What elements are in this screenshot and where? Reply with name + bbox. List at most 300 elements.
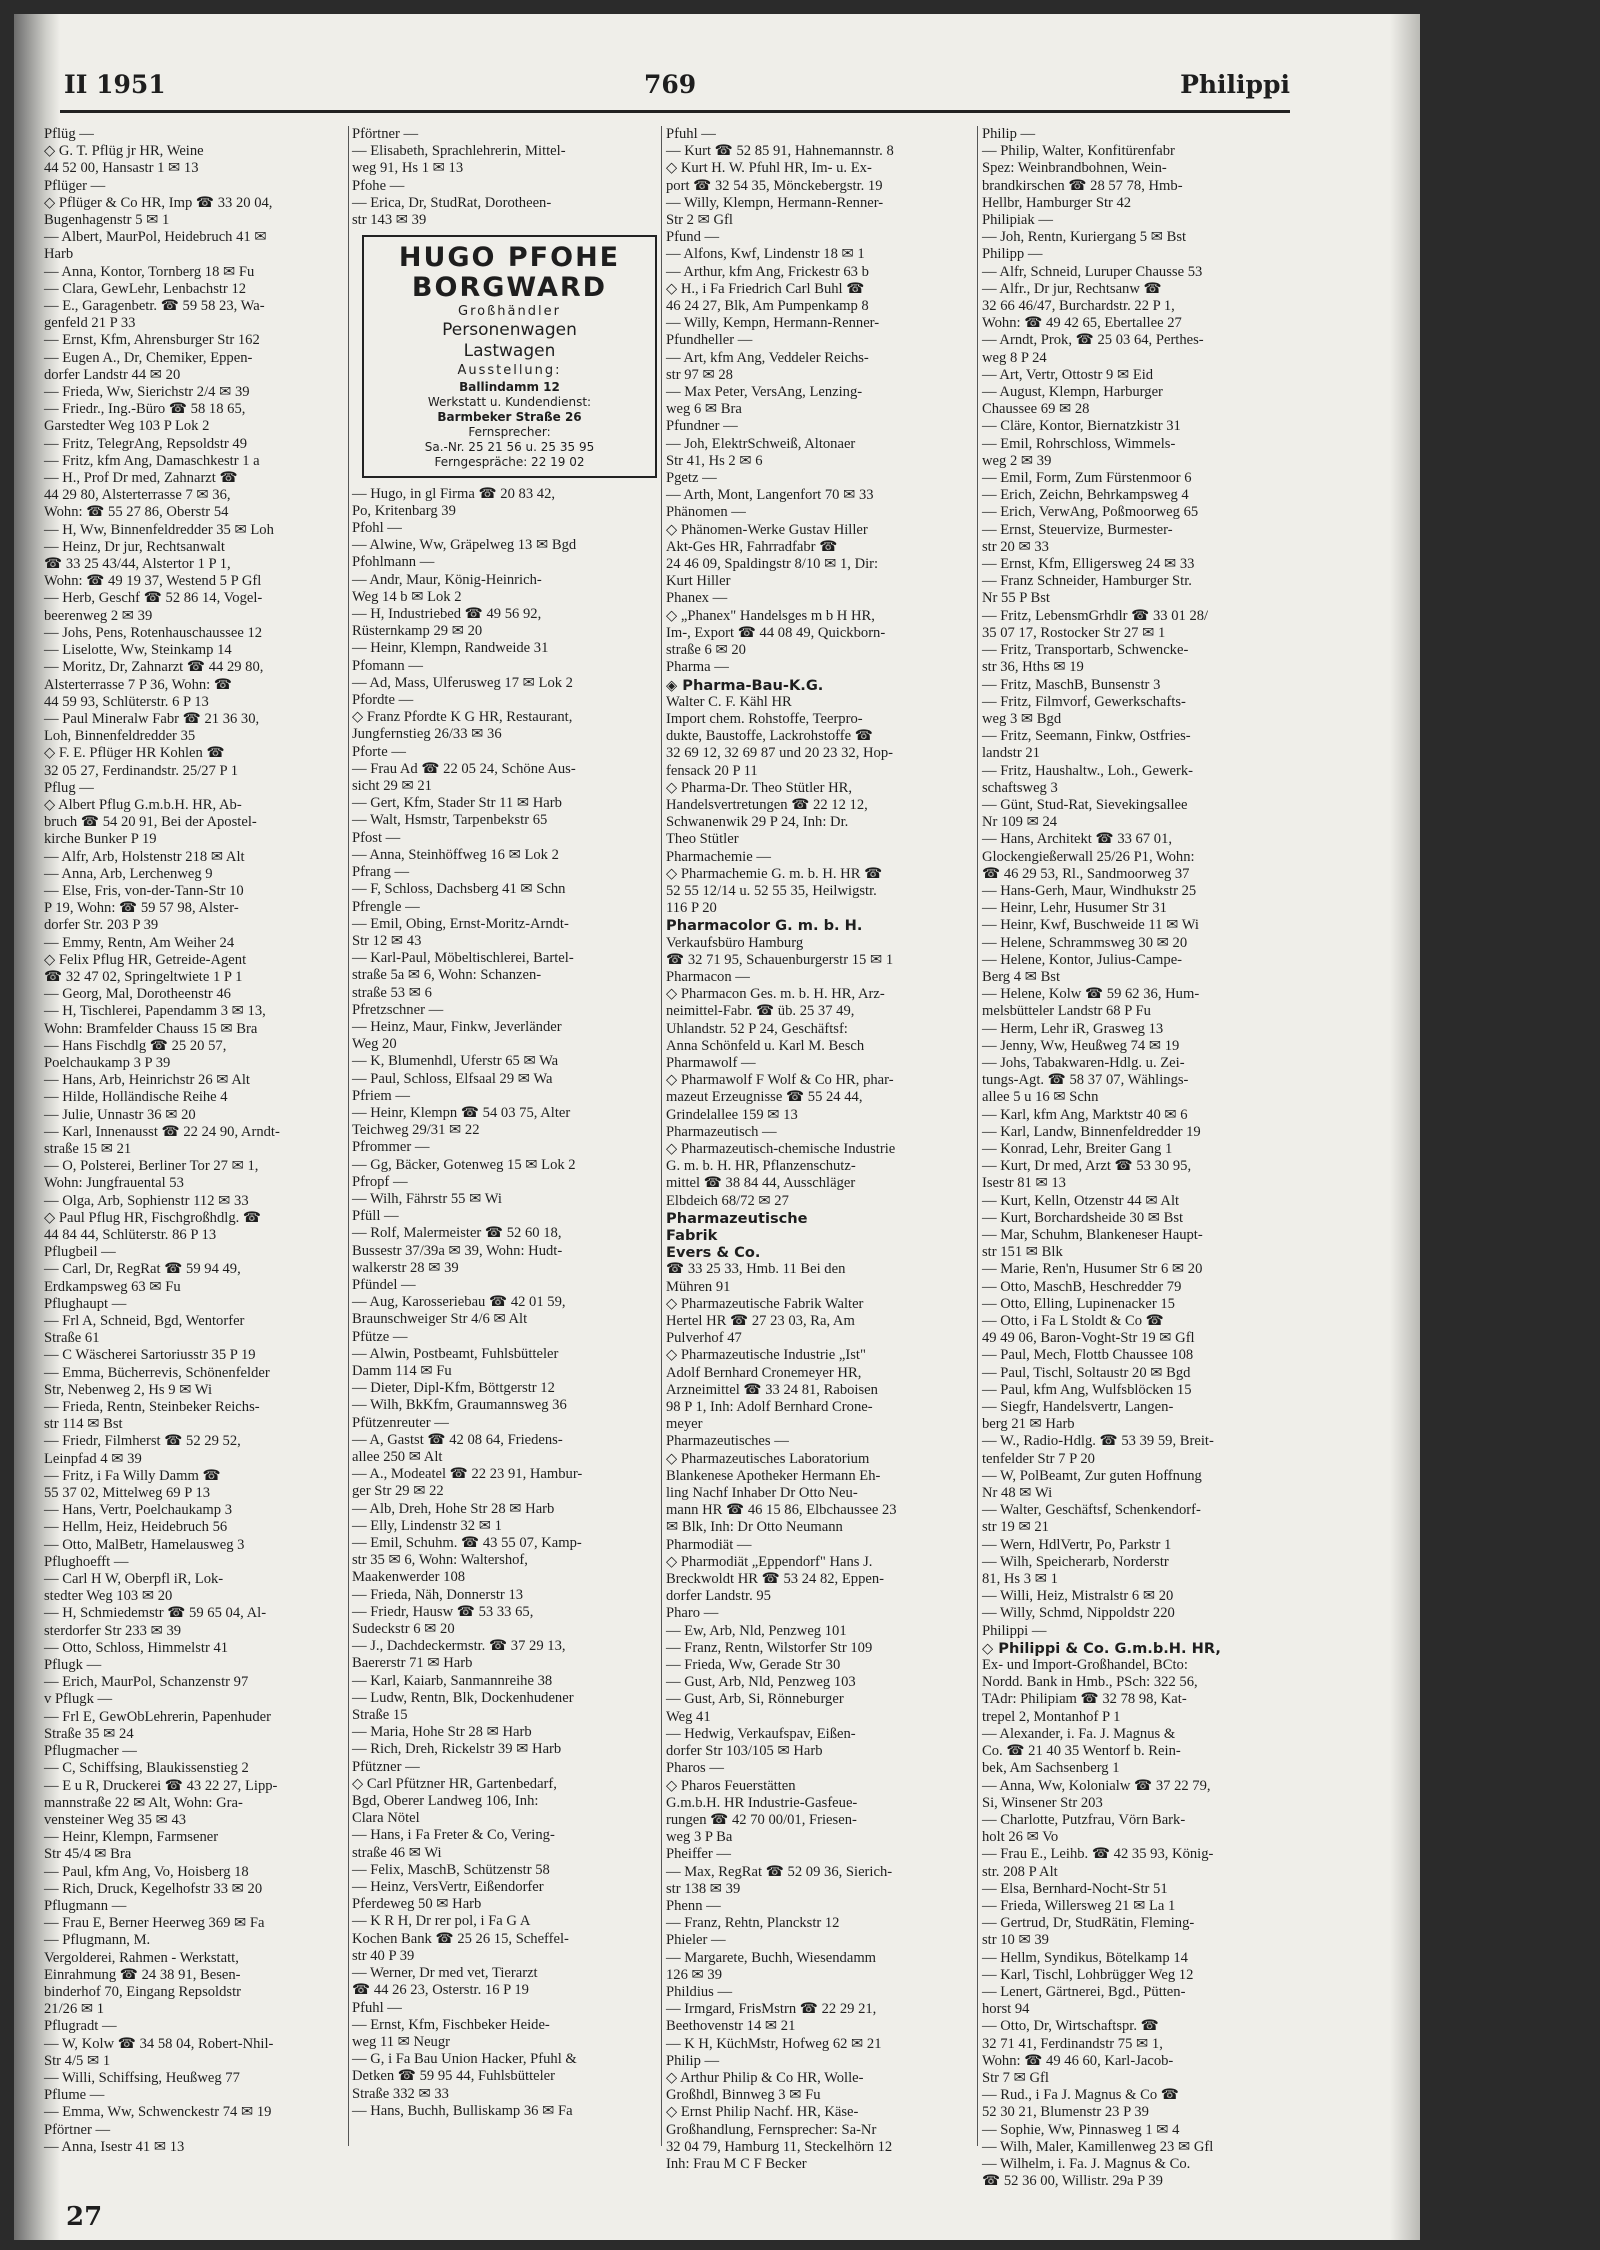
directory-entry-line: — Franz, Rehtn, Planckstr 12: [666, 1915, 840, 1932]
directory-entry-line: — Willy, Schmd, Nippoldstr 220: [982, 1605, 1175, 1622]
directory-entry-line: — Wilh, BkKfm, Graumannsweg 36: [352, 1397, 567, 1414]
directory-entry-line: — Gert, Kfm, Stader Str 11 ✉ Harb: [352, 795, 562, 812]
directory-entry-line: Pfund —: [666, 229, 720, 246]
directory-entry-line: — Wilhelm, i. Fa. J. Magnus & Co.: [982, 2155, 1191, 2172]
directory-entry-line: — Kurt ☎ 52 85 91, Hahnemannstr. 8: [666, 143, 894, 160]
directory-entry-line: — Alexander, i. Fa. J. Magnus &: [982, 1725, 1176, 1742]
directory-entry-line: — Andr, Maur, König-Heinrich-: [352, 571, 542, 588]
directory-entry-line: — Erich, Zeichn, Behrkampsweg 4: [982, 487, 1189, 504]
directory-entry-line: — Karl, Kaiarb, Sanmannreihe 38: [352, 1672, 553, 1689]
directory-entry-line: — Philip, Walter, Konfitürenfabr: [982, 143, 1175, 160]
directory-entry-line: — F, Schloss, Dachsberg 41 ✉ Schn: [352, 881, 566, 898]
directory-entry-line: — Alfr, Schneid, Luruper Chausse 53: [982, 263, 1203, 280]
directory-entry-line: Pförtner —: [352, 126, 419, 142]
directory-entry-line: — Paul, Mech, Flottb Chaussee 108: [982, 1347, 1194, 1364]
directory-entry-line: — Max, RegRat ☎ 52 09 36, Sierich-: [666, 1863, 893, 1880]
directory-entry-line: — Otto, i Fa L Stoldt & Co ☎: [982, 1313, 1164, 1330]
directory-entry-line: — Gust, Arb, Si, Rönneburger: [666, 1691, 844, 1708]
directory-entry-line: 32 04 79, Hamburg 11, Steckelhörn 12: [666, 2138, 893, 2155]
directory-entry-line: straße 15 ✉ 21: [44, 1140, 132, 1157]
directory-entry-line: mann HR ☎ 46 15 86, Elbchaussee 23: [666, 1502, 897, 1519]
directory-entry-line: — Alfr., Dr jur, Rechtsanw ☎: [982, 280, 1162, 297]
directory-entry-line: 44 29 80, Alsterterrasse 7 ✉ 36,: [44, 487, 231, 504]
directory-entry-line: 52 55 12/14 u. 52 55 35, Heilwigstr.: [666, 882, 877, 899]
directory-entry-line: straße 53 ✉ 6: [352, 984, 432, 1001]
directory-entry-line: weg 8 P 24: [982, 349, 1047, 366]
directory-entry-line: ◇ Pharmawolf F Wolf & Co HR, phar-: [666, 1072, 894, 1089]
directory-entry-line: Pharmazeutische: [666, 1209, 808, 1227]
directory-entry-line: sterdorfer Str 233 ✉ 39: [44, 1622, 182, 1639]
directory-entry-line: — Frieda, Ww, Gerade Str 30: [666, 1657, 841, 1674]
directory-entry-line: 55 37 02, Mittelweg 69 P 13: [44, 1485, 211, 1502]
running-header: [60, 66, 1290, 113]
directory-entry-line: trepel 2, Montanhof P 1: [982, 1708, 1121, 1725]
directory-entry-line: Poelchaukamp 3 P 39: [44, 1054, 171, 1071]
directory-entry-line: — Cläre, Kontor, Biernatzkistr 31: [982, 418, 1181, 435]
directory-entry-line: 21/26 ✉ 1: [44, 2001, 105, 2018]
directory-entry-line: — Felix, MaschB, Schützenstr 58: [352, 1861, 550, 1878]
directory-entry-line: dorfer Str 103/105 ✉ Harb: [666, 1743, 823, 1760]
directory-entry-line: Pflughaupt —: [44, 1295, 127, 1312]
page-edge-shadow: [1390, 14, 1420, 2240]
directory-entry-line: allee 5 u 16 ✉ Schn: [982, 1089, 1099, 1106]
directory-entry-line: — Pflugmann, M.: [44, 1932, 151, 1949]
directory-entry-line: — Kurt, Dr med, Arzt ☎ 53 30 95,: [982, 1158, 1192, 1175]
directory-entry-line: — Wilh, Maler, Kamillenweg 23 ✉ Gfl: [982, 2138, 1214, 2155]
directory-entry-line: Pfomann —: [352, 657, 423, 674]
directory-entry-line: str 151 ✉ Blk: [982, 1244, 1063, 1261]
ad-subtitle: Großhändler: [458, 304, 561, 320]
directory-entry-line: Pfretzschner —: [352, 1001, 444, 1018]
directory-entry-line: holt 26 ✉ Vo: [982, 1829, 1059, 1846]
directory-entry-line: Fabrik: [666, 1227, 718, 1244]
directory-entry-line: ◇ Pharmodiät „Eppendorf" Hans J.: [666, 1553, 873, 1570]
directory-entry-line: Pförtner —: [44, 2121, 111, 2138]
directory-entry-line: weg 6 ✉ Bra: [666, 401, 742, 418]
directory-entry-line: str 143 ✉ 39: [352, 212, 427, 229]
advertisement-box: [362, 235, 657, 477]
directory-entry-line: — Moritz, Dr, Zahnarzt ☎ 44 29 80,: [44, 659, 264, 676]
directory-entry-line: Pfohlmann —: [352, 554, 435, 571]
directory-entry-line: Chaussee 69 ✉ 28: [982, 401, 1090, 418]
directory-entry-line: str 40 P 39: [352, 1947, 415, 1964]
directory-entry-line: — Arndt, Prok, ☎ 25 03 64, Perthes-: [982, 332, 1204, 349]
directory-entry-line: Pharmazeutisch —: [666, 1123, 777, 1140]
directory-entry-line: — Otto, Schloss, Himmelstr 41: [44, 1639, 229, 1656]
directory-entry-line: G. m. b. H. HR, Pflanzenschutz-: [666, 1158, 856, 1175]
directory-entry-line: Schwanenwik 29 P 24, Inh: Dr.: [666, 814, 849, 831]
directory-entry-line: Teichweg 29/31 ✉ 22: [352, 1122, 480, 1139]
directory-entry-line: Pfuhl —: [352, 1999, 402, 2016]
directory-entry-line: — Johs, Pens, Rotenhauschaussee 12: [44, 624, 263, 641]
directory-entry-line: ◇ Pharmacon Ges. m. b. H. HR, Arz-: [666, 986, 885, 1003]
directory-entry-line: Pharmodiät —: [666, 1536, 752, 1553]
directory-entry-line: — Karl, Innenausst ☎ 22 24 90, Arndt-: [44, 1123, 280, 1140]
directory-entry-line: Großhandlung, Fernsprecher: Sa-Nr: [666, 2121, 877, 2138]
directory-entry-line: — Friedr., Ing.-Büro ☎ 58 18 65,: [44, 401, 246, 418]
directory-entry-line: — Fritz, Haushaltw., Loh., Gewerk-: [982, 762, 1194, 779]
ad-product-2: Lastwagen: [463, 341, 556, 362]
directory-entry-line: Maakenwerder 108: [352, 1569, 466, 1586]
directory-entry-line: str 19 ✉ 21: [982, 1519, 1049, 1536]
directory-entry-line: — Karl, Landw, Binnenfeldredder 19: [982, 1123, 1201, 1140]
directory-entry-line: — Sophie, Ww, Pinnasweg 1 ✉ 4: [982, 2121, 1180, 2138]
directory-entry-line: Anna Schönfeld u. Karl M. Besch: [666, 1037, 865, 1054]
directory-entry-line: — Olga, Arb, Sophienstr 112 ✉ 33: [44, 1192, 249, 1209]
directory-entry-line: str 97 ✉ 28: [666, 366, 733, 383]
directory-entry-line: — Werner, Dr med vet, Tierarzt: [352, 1965, 538, 1982]
directory-entry-line: — Gg, Bäcker, Gotenweg 15 ✉ Lok 2: [352, 1156, 576, 1173]
directory-entry-line: Str, Nebenweg 2, Hs 9 ✉ Wi: [44, 1381, 213, 1398]
directory-entry-line: ◇ Pharmachemie G. m. b. H. HR ☎: [666, 865, 883, 882]
directory-entry-line: ◇ F. E. Pflüger HR Kohlen ☎: [44, 745, 225, 762]
directory-entry-line: Grindelallee 159 ✉ 13: [666, 1106, 798, 1123]
directory-entry-line: Pforte —: [352, 743, 406, 760]
directory-entry-line: Str 4/5 ✉ 1: [44, 2052, 111, 2069]
directory-entry-line: 35 07 17, Rostocker Str 27 ✉ 1: [982, 624, 1166, 641]
directory-entry-line: 49 49 06, Baron-Voght-Str 19 ✉ Gfl: [982, 1330, 1195, 1347]
directory-entry-line: Handelsvertretungen ☎ 22 12 12,: [666, 796, 868, 813]
column-divider: [661, 126, 662, 2146]
directory-entry-line: Wohn: ☎ 49 42 65, Ebertallee 27: [982, 315, 1182, 332]
directory-entry-line: — Herb, Geschf ☎ 52 86 14, Vogel-: [44, 590, 263, 607]
directory-entry-line: ☎ 33 25 33, Hmb. 11 Bei den: [666, 1261, 846, 1278]
directory-entry-line: Weg 20: [352, 1036, 397, 1053]
directory-entry-line: v Pflugk —: [44, 1691, 113, 1708]
directory-entry-line: Pharmacolor G. m. b. H.: [666, 917, 863, 935]
directory-entry-line: — H, Industriebed ☎ 49 56 92,: [352, 606, 542, 623]
directory-entry-line: Pharmachemie —: [666, 848, 771, 865]
directory-entry-line: stedter Weg 103 ✉ 20: [44, 1588, 173, 1605]
directory-entry-line: ◈ Pharma-Bau-K.G.: [666, 676, 824, 694]
directory-entry-line: Bugenhagenstr 5 ✉ 1: [44, 212, 170, 229]
column-4: [982, 126, 1278, 2190]
directory-entry-line: Theo Stütler: [666, 831, 739, 848]
directory-entry-line: — Paul, Tischl, Soltaustr 20 ✉ Bgd: [982, 1364, 1191, 1381]
directory-entry-line: — Walt, Hsmstr, Tarpenbekstr 65: [352, 812, 548, 829]
directory-entry-line: Pflume —: [44, 2087, 105, 2104]
directory-entry-line: — Otto, MalBetr, Hamelausweg 3: [44, 1536, 245, 1553]
directory-entry-line: — K, Blumenhdl, Uferstr 65 ✉ Wa: [352, 1053, 559, 1070]
directory-entry-line: 81, Hs 3 ✉ 1: [982, 1571, 1058, 1588]
directory-entry-line: — Marie, Ren'n, Husumer Str 6 ✉ 20: [982, 1261, 1203, 1278]
directory-entry-line: ◇ Pflüger & Co HR, Imp ☎ 33 20 04,: [44, 194, 273, 211]
directory-entry-line: schaftsweg 3: [982, 779, 1058, 796]
directory-entry-line: — W, Kolw ☎ 34 58 04, Robert-Nhil-: [44, 2035, 274, 2052]
directory-entry-line: Nr 55 P Bst: [982, 590, 1050, 607]
directory-entry-line: Pfriem —: [352, 1087, 410, 1104]
directory-entry-line: — Erich, MaurPol, Schanzenstr 97: [44, 1674, 249, 1691]
directory-entry-line: Wohn: ☎ 49 19 37, Westend 5 P Gfl: [44, 573, 262, 590]
directory-entry-line: genfeld 21 P 33: [44, 315, 136, 332]
directory-entry-line: — Arthur, kfm Ang, Frickestr 63 b: [666, 263, 869, 280]
page-number: 769: [644, 70, 697, 99]
directory-entry-line: ling Nachf Inhaber Dr Otto Neu-: [666, 1485, 858, 1502]
directory-entry-line: — Clara, GewLehr, Lenbachstr 12: [44, 280, 247, 297]
column-1: [44, 126, 344, 2156]
directory-entry-line: TAdr: Philipiam ☎ 32 78 98, Kat-: [982, 1691, 1187, 1708]
directory-entry-line: Arzneimittel ☎ 33 24 81, Raboisen: [666, 1381, 878, 1398]
directory-entry-line: — Ernst, Kfm, Fischbeker Heide-: [352, 2016, 550, 2033]
directory-entry-line: — Paul, kfm Ang, Wulfsblöcken 15: [982, 1381, 1192, 1398]
directory-entry-line: ◇ Phänomen-Werke Gustav Hiller: [666, 521, 868, 538]
directory-entry-line: dukte, Baustoffe, Lackrohstoffe ☎: [666, 728, 873, 745]
directory-entry-line: — Julie, Unnastr 36 ✉ 20: [44, 1106, 196, 1123]
directory-entry-line: Nordd. Bank in Hmb., PSch: 322 56,: [982, 1674, 1198, 1691]
directory-entry-line: dorfer Landstr. 95: [666, 1588, 771, 1605]
ad-product-1: Personenwagen: [442, 320, 577, 341]
directory-entry-line: ◇ Pharma-Dr. Theo Stütler HR,: [666, 779, 853, 796]
directory-entry-line: — Charlotte, Putzfrau, Vörn Bark-: [982, 1811, 1186, 1828]
directory-entry-line: neimittel-Fabr. ☎ üb. 25 37 49,: [666, 1003, 855, 1020]
directory-entry-line: — Emil, Form, Zum Fürstenmoor 6: [982, 470, 1192, 487]
directory-entry-line: — Frieda, Rentn, Steinbeker Reichs-: [44, 1399, 260, 1416]
directory-entry-line: ☎ 32 47 02, Springeltwiete 1 P 1: [44, 968, 243, 985]
directory-entry-line: — W, PolBeamt, Zur guten Hoffnung: [982, 1467, 1202, 1484]
directory-entry-line: Import chem. Rohstoffe, Teerpro-: [666, 710, 863, 727]
directory-entry-line: P 19, Wohn: ☎ 59 57 98, Alster-: [44, 900, 239, 917]
directory-entry-line: — Anna, Kontor, Tornberg 18 ✉ Fu: [44, 263, 255, 280]
directory-entry-line: — K R H, Dr rer pol, i Fa G A: [352, 1913, 531, 1930]
directory-entry-line: — Anna, Arb, Lerchenweg 9: [44, 865, 213, 882]
directory-entry-line: — Hedwig, Verkaufspav, Eißen-: [666, 1725, 856, 1742]
directory-entry-line: — Elisabeth, Sprachlehrerin, Mittel-: [352, 143, 566, 160]
directory-entry-line: — Heinr, Lehr, Husumer Str 31: [982, 900, 1167, 917]
ad-workshop-address: Barmbeker Straße 26: [437, 409, 582, 424]
directory-entry-line: landstr 21: [982, 745, 1040, 762]
directory-entry-line: Erdkampsweg 63 ✉ Fu: [44, 1278, 181, 1295]
directory-entry-line: — Paul, kfm Ang, Vo, Hoisberg 18: [44, 1863, 249, 1880]
directory-entry-line: Pheiffer —: [666, 1846, 731, 1863]
directory-entry-line: Inh: Frau M C F Becker: [666, 2155, 807, 2172]
directory-entry-line: weg 91, Hs 1 ✉ 13: [352, 160, 464, 177]
directory-entry-line: Sudeckstr 6 ✉ 20: [352, 1621, 455, 1638]
directory-entry-line: Pfohe —: [352, 177, 405, 194]
directory-entry-line: str 20 ✉ 33: [982, 538, 1049, 555]
directory-entry-line: — Willy, Klempn, Hermann-Renner-: [666, 194, 884, 211]
directory-entry-line: — Frau Ad ☎ 22 05 24, Schöne Aus-: [352, 760, 576, 777]
directory-entry-line: ◇ Ernst Philip Nachf. HR, Käse-: [666, 2104, 859, 2121]
directory-entry-line: Pharo —: [666, 1605, 719, 1622]
directory-entry-line: Co. ☎ 21 40 35 Wentorf b. Rein-: [982, 1743, 1181, 1760]
directory-entry-line: — Helene, Schrammsweg 30 ✉ 20: [982, 934, 1188, 951]
directory-entry-line: Nr 109 ✉ 24: [982, 814, 1058, 831]
directory-entry-line: — Ernst, Kfm, Elligersweg 24 ✉ 33: [982, 556, 1195, 573]
ad-name: HUGO PFOHE: [398, 242, 621, 274]
directory-entry-line: — Emil, Obing, Ernst-Moritz-Arndt-: [352, 915, 569, 932]
directory-entry-line: Str 41, Hs 2 ✉ 6: [666, 452, 763, 469]
directory-entry-line: Pharmacon —: [666, 968, 750, 985]
directory-entry-line: ◇ Pharos Feuerstätten: [666, 1777, 796, 1794]
directory-entry-line: — Anna, Ww, Kolonialw ☎ 37 22 79,: [982, 1777, 1211, 1794]
directory-entry-line: — Herm, Lehr iR, Grasweg 13: [982, 1020, 1164, 1037]
directory-entry-line: — Frl E, GewObLehrerin, Papenhuder: [44, 1708, 271, 1725]
directory-entry-line: — Alwin, Postbeamt, Fuhlsbütteler: [352, 1345, 559, 1362]
directory-entry-line: — Willy, Kempn, Hermann-Renner-: [666, 315, 880, 332]
directory-entry-line: Rüsternkamp 29 ✉ 20: [352, 623, 483, 640]
directory-entry-line: — C Wäscherei Sartoriusstr 35 P 19: [44, 1347, 256, 1364]
directory-entry-line: — Friedr, Hausw ☎ 53 33 65,: [352, 1603, 534, 1620]
directory-entry-line: — Emma, Bücherrevis, Schönenfelder: [44, 1364, 270, 1381]
directory-entry-line: tenfelder Str 7 P 20: [982, 1450, 1095, 1467]
directory-entry-line: Weg 14 b ✉ Lok 2: [352, 588, 462, 605]
directory-page: [14, 14, 1420, 2240]
ad-phone-numbers: Sa.-Nr. 25 21 56 u. 25 35 95: [424, 439, 595, 454]
directory-entry-line: — August, Klempn, Harburger: [982, 384, 1163, 401]
directory-entry-line: Jungfernstieg 26/33 ✉ 36: [352, 726, 502, 743]
directory-entry-line: — Kurt, Borchardsheide 30 ✉ Bst: [982, 1209, 1184, 1226]
ad-phone-label: Fernsprecher:: [468, 424, 551, 439]
directory-entry-line: ◇ Pharmazeutische Industrie „Ist": [666, 1347, 866, 1364]
directory-entry-line: — Else, Fris, von-der-Tann-Str 10: [44, 882, 244, 899]
directory-entry-line: Uhlandstr. 52 P 24, Geschäftsf:: [666, 1020, 848, 1037]
directory-entry-line: — C, Schiffsing, Blaukissenstieg 2: [44, 1760, 249, 1777]
directory-entry-line: 32 71 41, Ferdinandstr 75 ✉ 1,: [982, 2035, 1163, 2052]
directory-entry-line: — Max Peter, VersAng, Lenzing-: [666, 384, 863, 401]
directory-entry-line: Pflugk —: [44, 1657, 102, 1674]
directory-entry-line: — Mar, Schuhm, Blankeneser Haupt-: [982, 1227, 1203, 1243]
directory-entry-line: — Fritz, Seemann, Finkw, Ostfries-: [982, 728, 1191, 745]
directory-entry-line: Pfützner —: [352, 1758, 420, 1775]
column-divider: [977, 126, 978, 2146]
directory-entry-line: — Frieda, Willersweg 21 ✉ La 1: [982, 1897, 1176, 1914]
directory-entry-line: — Aug, Karosseriebau ☎ 42 01 59,: [352, 1294, 566, 1311]
ad-brand: BORGWARD: [411, 272, 608, 304]
column-2-top-entries: [352, 126, 657, 229]
directory-entry-line: — Rud., i Fa J. Magnus & Co ☎: [982, 2087, 1179, 2104]
directory-entry-line: weg 3 ✉ Bgd: [982, 710, 1062, 727]
directory-entry-line: Pharos —: [666, 1760, 724, 1777]
directory-entry-line: Loh, Binnenfeldredder 35: [44, 728, 196, 745]
directory-entry-line: Mühren 91: [666, 1278, 731, 1295]
directory-entry-line: — Eugen A., Dr, Chemiker, Eppen-: [44, 349, 253, 366]
directory-entry-line: 44 84 44, Schlüterstr. 86 P 13: [44, 1227, 217, 1243]
directory-entry-line: — A, Gastst ☎ 42 08 64, Friedens-: [352, 1431, 563, 1448]
directory-entry-line: Beethovenstr 14 ✉ 21: [666, 2018, 796, 2035]
directory-entry-line: — Ew, Arb, Nld, Penzweg 101: [666, 1622, 847, 1639]
directory-entry-line: 52 30 21, Blumenstr 23 P 39: [982, 2104, 1149, 2121]
directory-entry-line: — Hugo, in gl Firma ☎ 20 83 42,: [352, 485, 556, 502]
directory-entry-line: Phieler —: [666, 1932, 726, 1949]
directory-entry-line: ◇ H., i Fa Friedrich Carl Buhl ☎: [666, 280, 865, 297]
directory-entry-line: fensack 20 P 11: [666, 762, 758, 779]
directory-entry-line: — H, Ww, Binnenfeldredder 35 ✉ Loh: [44, 521, 274, 538]
directory-entry-line: — Heinz, VersVertr, Eißendorfer: [352, 1879, 544, 1896]
directory-entry-line: — Fritz, MaschB, Bunsenstr 3: [982, 676, 1161, 693]
directory-entry-line: Berg 4 ✉ Bst: [982, 968, 1061, 985]
directory-entry-line: Philip —: [982, 126, 1036, 142]
directory-entry-line: — Hans, Buchh, Bulliskamp 36 ✉ Fa: [352, 2102, 573, 2119]
directory-entry-line: — Irmgard, FrisMstrn ☎ 22 29 21,: [666, 2001, 877, 2018]
directory-entry-line: — Heinr, Kwf, Buschweide 11 ✉ Wi: [982, 917, 1199, 934]
directory-entry-line: — Elsa, Bernhard-Nocht-Str 51: [982, 1880, 1168, 1897]
directory-entry-line: — Fritz, i Fa Willy Damm ☎: [44, 1467, 221, 1484]
directory-entry-line: — Joh, ElektrSchweiß, Altonaer: [666, 435, 856, 452]
directory-entry-line: dorfer Str. 203 P 39: [44, 917, 159, 934]
directory-entry-line: Philipp —: [982, 246, 1043, 263]
directory-entry-line: Pflüg —: [44, 126, 94, 142]
directory-entry-line: ◇ „Phanex" Handelsges m b H HR,: [666, 607, 875, 624]
directory-entry-line: Pflugradt —: [44, 2018, 117, 2035]
directory-entry-line: — Hans, Vertr, Poelchaukamp 3: [44, 1502, 233, 1519]
directory-entry-line: — Fritz, Filmvorf, Gewerkschafts-: [982, 693, 1186, 710]
running-head-word: Philippi: [1180, 70, 1290, 99]
directory-entry-line: Pfütze —: [352, 1328, 408, 1345]
directory-entry-line: — Emil, Schuhm. ☎ 43 55 07, Kamp-: [352, 1535, 582, 1552]
directory-entry-line: — Frieda, Näh, Donnerstr 13: [352, 1586, 524, 1603]
directory-entry-line: Pharma —: [666, 659, 729, 676]
directory-entry-line: 32 66 46/47, Burchardstr. 22 P 1,: [982, 298, 1175, 315]
directory-entry-line: Pfundheller —: [666, 332, 753, 349]
directory-entry-line: Glockengießerwall 25/26 P1, Wohn:: [982, 848, 1195, 865]
directory-entry-line: — Frau E, Berner Heerweg 369 ✉ Fa: [44, 1915, 265, 1932]
directory-entry-line: ◇ Carl Pfützner HR, Gartenbedarf,: [352, 1775, 557, 1792]
directory-entry-line: beerenweg 2 ✉ 39: [44, 607, 153, 624]
directory-entry-line: Pfündel —: [352, 1276, 416, 1293]
directory-entry-line: — Emmy, Rentn, Am Weiher 24: [44, 934, 235, 951]
directory-entry-line: — Helene, Kolw ☎ 59 62 36, Hum-: [982, 986, 1200, 1003]
directory-entry-line: — Franz Schneider, Hamburger Str.: [982, 573, 1192, 590]
directory-entry-line: Spez: Weinbrandbohnen, Wein-: [982, 160, 1167, 177]
directory-entry-line: — Paul, Schloss, Elfsaal 29 ✉ Wa: [352, 1070, 553, 1087]
directory-entry-line: allee 250 ✉ Alt: [352, 1449, 443, 1465]
directory-entry-line: Clara Nötel: [352, 1810, 420, 1827]
directory-entry-line: 46 24 27, Blk, Am Pumpenkamp 8: [666, 298, 869, 315]
directory-entry-line: ◇ Albert Pflug G.m.b.H. HR, Ab-: [44, 796, 242, 813]
directory-entry-line: — Albert, MaurPol, Heidebruch 41 ✉: [44, 229, 267, 246]
directory-entry-line: ☎ 46 29 53, Rl., Sandmoorweg 37: [982, 865, 1190, 882]
directory-entry-line: — Hans, i Fa Freter & Co, Vering-: [352, 1827, 555, 1844]
directory-entry-line: Phanex —: [666, 590, 728, 607]
ad-exhibition-address: Ballindamm 12: [459, 379, 560, 394]
directory-entry-line: ◇ Pharmazeutische Fabrik Walter: [666, 1295, 864, 1312]
directory-entry-line: ◇ Pharmazeutisches Laboratorium: [666, 1450, 870, 1467]
directory-entry-line: Wohn: Bramfelder Chauss 15 ✉ Bra: [44, 1020, 258, 1037]
ad-long-distance: Ferngespräche: 22 19 02: [434, 454, 585, 469]
directory-entry-line: — G, i Fa Bau Union Hacker, Pfuhl &: [352, 2051, 577, 2068]
directory-entry-line: binderhof 70, Eingang Repsoldstr: [44, 1983, 241, 2000]
directory-entry-line: — Fritz, LebensmGrhdlr ☎ 33 01 28/: [982, 607, 1209, 624]
directory-entry-line: port ☎ 32 54 35, Mönckebergstr. 19: [666, 177, 883, 194]
directory-entry-line: — Lenert, Gärtnerei, Bgd., Pütten-: [982, 1983, 1186, 2000]
directory-entry-line: — Art, kfm Ang, Veddeler Reichs-: [666, 349, 869, 366]
column-2: [352, 126, 657, 2156]
directory-entry-line: straße 6 ✉ 20: [666, 642, 746, 659]
directory-entry-line: ☎ 52 36 00, Willistr. 29a P 39: [982, 2173, 1163, 2190]
directory-entry-line: Straße 15: [352, 1707, 408, 1724]
directory-entry-line: Philippi —: [982, 1622, 1047, 1639]
directory-entry-line: — Joh, Rentn, Kuriergang 5 ✉ Bst: [982, 229, 1187, 246]
directory-entry-line: ◇ G. T. Pflüg jr HR, Weine: [44, 143, 204, 160]
directory-entry-line: — J., Dachdeckermstr. ☎ 37 29 13,: [352, 1638, 566, 1655]
directory-entry-line: — Hans Fischdlg ☎ 25 20 57,: [44, 1037, 227, 1054]
directory-entry-line: Braunschweiger Str 4/6 ✉ Alt: [352, 1311, 528, 1328]
directory-entry-line: mazeut Erzeugnisse ☎ 55 24 44,: [666, 1089, 863, 1106]
directory-entry-line: straße 46 ✉ Wi: [352, 1844, 442, 1861]
directory-entry-line: — Willi, Schiffsing, Heußweg 77: [44, 2069, 240, 2086]
directory-entry-line: Wohn: ☎ 49 46 60, Karl-Jacob-: [982, 2052, 1174, 2069]
directory-entry-line: Philip —: [666, 2052, 720, 2069]
directory-entry-line: Baererstr 71 ✉ Harb: [352, 1655, 473, 1672]
directory-entry-line: — Elly, Lindenstr 32 ✉ 1: [352, 1517, 502, 1534]
ad-workshop-label: Werkstatt u. Kundendienst:: [427, 394, 592, 409]
directory-entry-line: — Georg, Mal, Dorotheenstr 46: [44, 986, 231, 1003]
directory-entry-line: — Alwine, Ww, Gräpelweg 13 ✉ Bgd: [352, 537, 577, 554]
directory-entry-line: Pfrengle —: [352, 898, 420, 915]
directory-entry-line: — Rich, Dreh, Rickelstr 39 ✉ Harb: [352, 1741, 562, 1758]
directory-entry-line: ◇ Kurt H. W. Pfuhl HR, Im- u. Ex-: [666, 160, 872, 177]
directory-entry-line: Si, Winsener Str 203: [982, 1794, 1103, 1811]
